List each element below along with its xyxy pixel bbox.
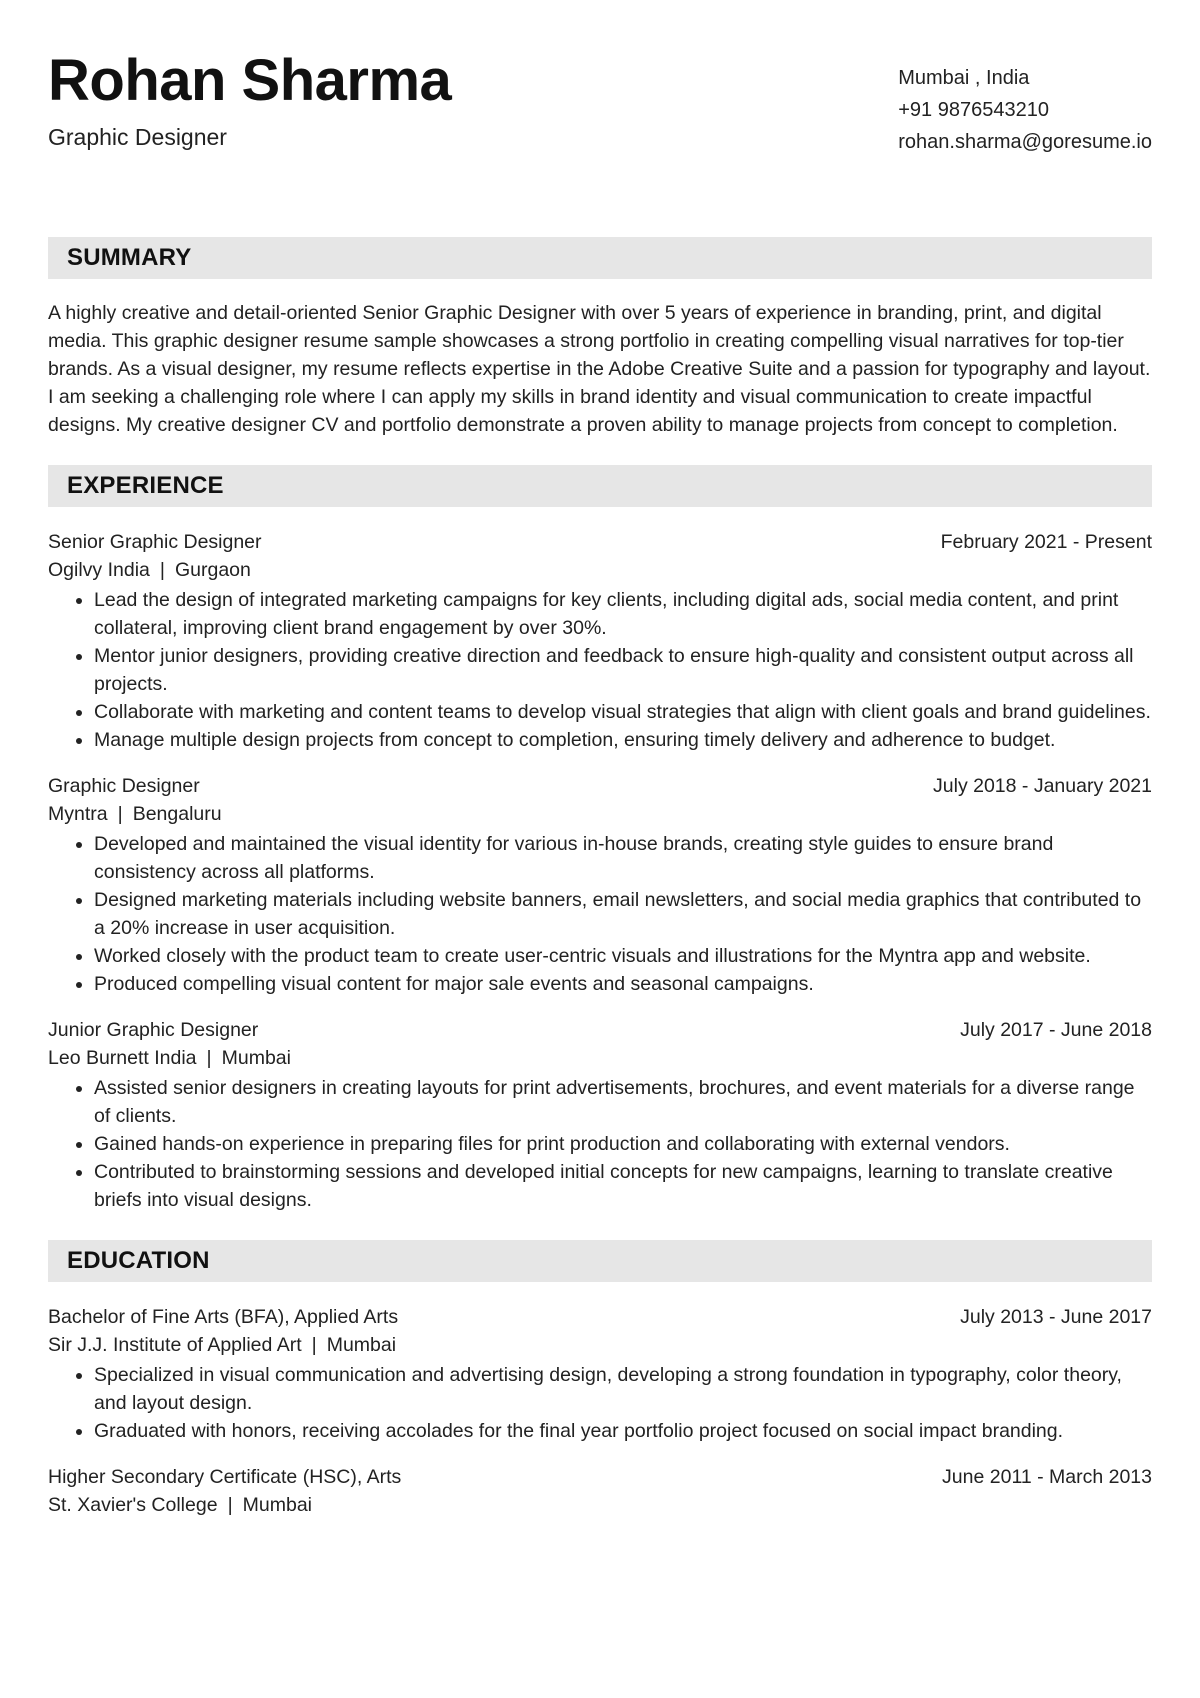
education-entry xyxy=(48,1463,1152,1519)
bullet-item: • Specialized in visual communication and advertising design, developing a strong foundation in typography, color theory, and layout design. xyxy=(94,1361,1152,1417)
job-bullets xyxy=(48,830,1152,998)
bullet-item: • Assisted senior designers in creating layouts for print advertisements, brochures, and event materials for a diverse range of clients. xyxy=(94,1074,1152,1130)
job-position: Junior Graphic Designer xyxy=(48,1019,259,1041)
job-location: Mumbai xyxy=(221,1047,291,1069)
edu-location: Mumbai xyxy=(242,1494,312,1516)
edu-degree: Higher Secondary Certificate (HSC), Arts xyxy=(48,1466,402,1488)
experience-entry xyxy=(48,772,1152,998)
separator: | xyxy=(117,803,123,825)
job-location: Bengaluru xyxy=(132,803,222,825)
bullet-item: • Manage multiple design projects from concept to completion, ensuring timely delivery and adherence to budget. xyxy=(94,726,1152,754)
job-bullets xyxy=(48,1074,1152,1214)
separator: | xyxy=(206,1047,212,1069)
bullet-item: • Contributed to brainstorming sessions and developed initial concepts for new campaigns, learning to translate creative briefs into visual designs. xyxy=(94,1158,1152,1214)
resume-header xyxy=(48,48,1152,192)
job-company: Myntra xyxy=(48,803,108,825)
bullet-item: • Lead the design of integrated marketing campaigns for key clients, including digital ads, social media content, and print collateral, improving client brand engagement by over 30%. xyxy=(94,586,1152,642)
experience-entry xyxy=(48,1016,1152,1214)
job-dates: July 2017 - June 2018 xyxy=(960,1019,1152,1041)
education-entry xyxy=(48,1303,1152,1445)
edu-dates: June 2011 - March 2013 xyxy=(942,1466,1152,1488)
job-position: Graphic Designer xyxy=(48,775,200,797)
job-company: Ogilvy India xyxy=(48,559,150,581)
bullet-item: • Graduated with honors, receiving accolades for the final year portfolio project focused on social impact branding. xyxy=(94,1417,1152,1445)
candidate-role: Graphic Designer xyxy=(48,124,227,150)
bullet-item: • Mentor junior designers, providing creative direction and feedback to ensure high-quality and consistent output across all projects. xyxy=(94,642,1152,698)
job-location: Gurgaon xyxy=(174,559,251,581)
separator: | xyxy=(311,1334,317,1356)
edu-dates: July 2013 - June 2017 xyxy=(960,1306,1152,1328)
contact-block xyxy=(898,62,1152,158)
job-position: Senior Graphic Designer xyxy=(48,531,262,553)
separator: | xyxy=(159,559,165,581)
contact-email: rohan.sharma@goresume.io xyxy=(898,131,1152,153)
section-title-experience: EXPERIENCE xyxy=(48,465,1152,507)
edu-degree: Bachelor of Fine Arts (BFA), Applied Arts xyxy=(48,1306,399,1328)
bullet-item: • Designed marketing materials including website banners, email newsletters, and social media graphics that contributed to a 20% increase in user acquisition. xyxy=(94,886,1152,942)
bullet-item: • Collaborate with marketing and content teams to develop visual strategies that align with client goals and brand guidelines. xyxy=(94,698,1152,726)
job-dates: February 2021 - Present xyxy=(940,531,1152,553)
experience-entry xyxy=(48,528,1152,754)
edu-bullets xyxy=(48,1361,1152,1445)
section-title-education: EDUCATION xyxy=(48,1240,1152,1282)
job-company: Leo Burnett India xyxy=(48,1047,197,1069)
bullet-item: • Produced compelling visual content for major sale events and seasonal campaigns. xyxy=(94,970,1152,998)
edu-school: Sir J.J. Institute of Applied Art xyxy=(48,1334,302,1356)
summary-text: A highly creative and detail-oriented Senior Graphic Designer with over 5 years of experience in branding, print, and digital media. This graphic designer resume sample showcases a strong portfolio in creating compelling visual narratives for top-tier brands. As a visual designer, my resume reflects expertise in the Adobe Creative Suite and a passion for typography and layout. I am seeking a challenging role where I can apply my skills in brand identity and visual communication to create impactful designs. My creative designer CV and portfolio demonstrate a proven ability to manage projects from concept to completion. xyxy=(48,302,1151,436)
bullet-item: • Developed and maintained the visual identity for various in-house brands, creating style guides to ensure brand consistency across all platforms. xyxy=(94,830,1152,886)
job-bullets xyxy=(48,586,1152,754)
job-dates: July 2018 - January 2021 xyxy=(933,775,1152,797)
candidate-name: Rohan Sharma xyxy=(48,48,452,113)
edu-location: Mumbai xyxy=(326,1334,397,1356)
bullet-item: • Worked closely with the product team to create user-centric visuals and illustrations for the Myntra app and website. xyxy=(94,942,1152,970)
contact-phone: +91 9876543210 xyxy=(898,99,1049,121)
separator: | xyxy=(227,1494,233,1516)
section-title-summary: SUMMARY xyxy=(48,237,1152,279)
contact-location: Mumbai , India xyxy=(898,67,1030,89)
bullet-item: • Gained hands-on experience in preparing files for print production and collaborating with external vendors. xyxy=(94,1130,1152,1158)
edu-school: St. Xavier's College xyxy=(48,1494,218,1516)
